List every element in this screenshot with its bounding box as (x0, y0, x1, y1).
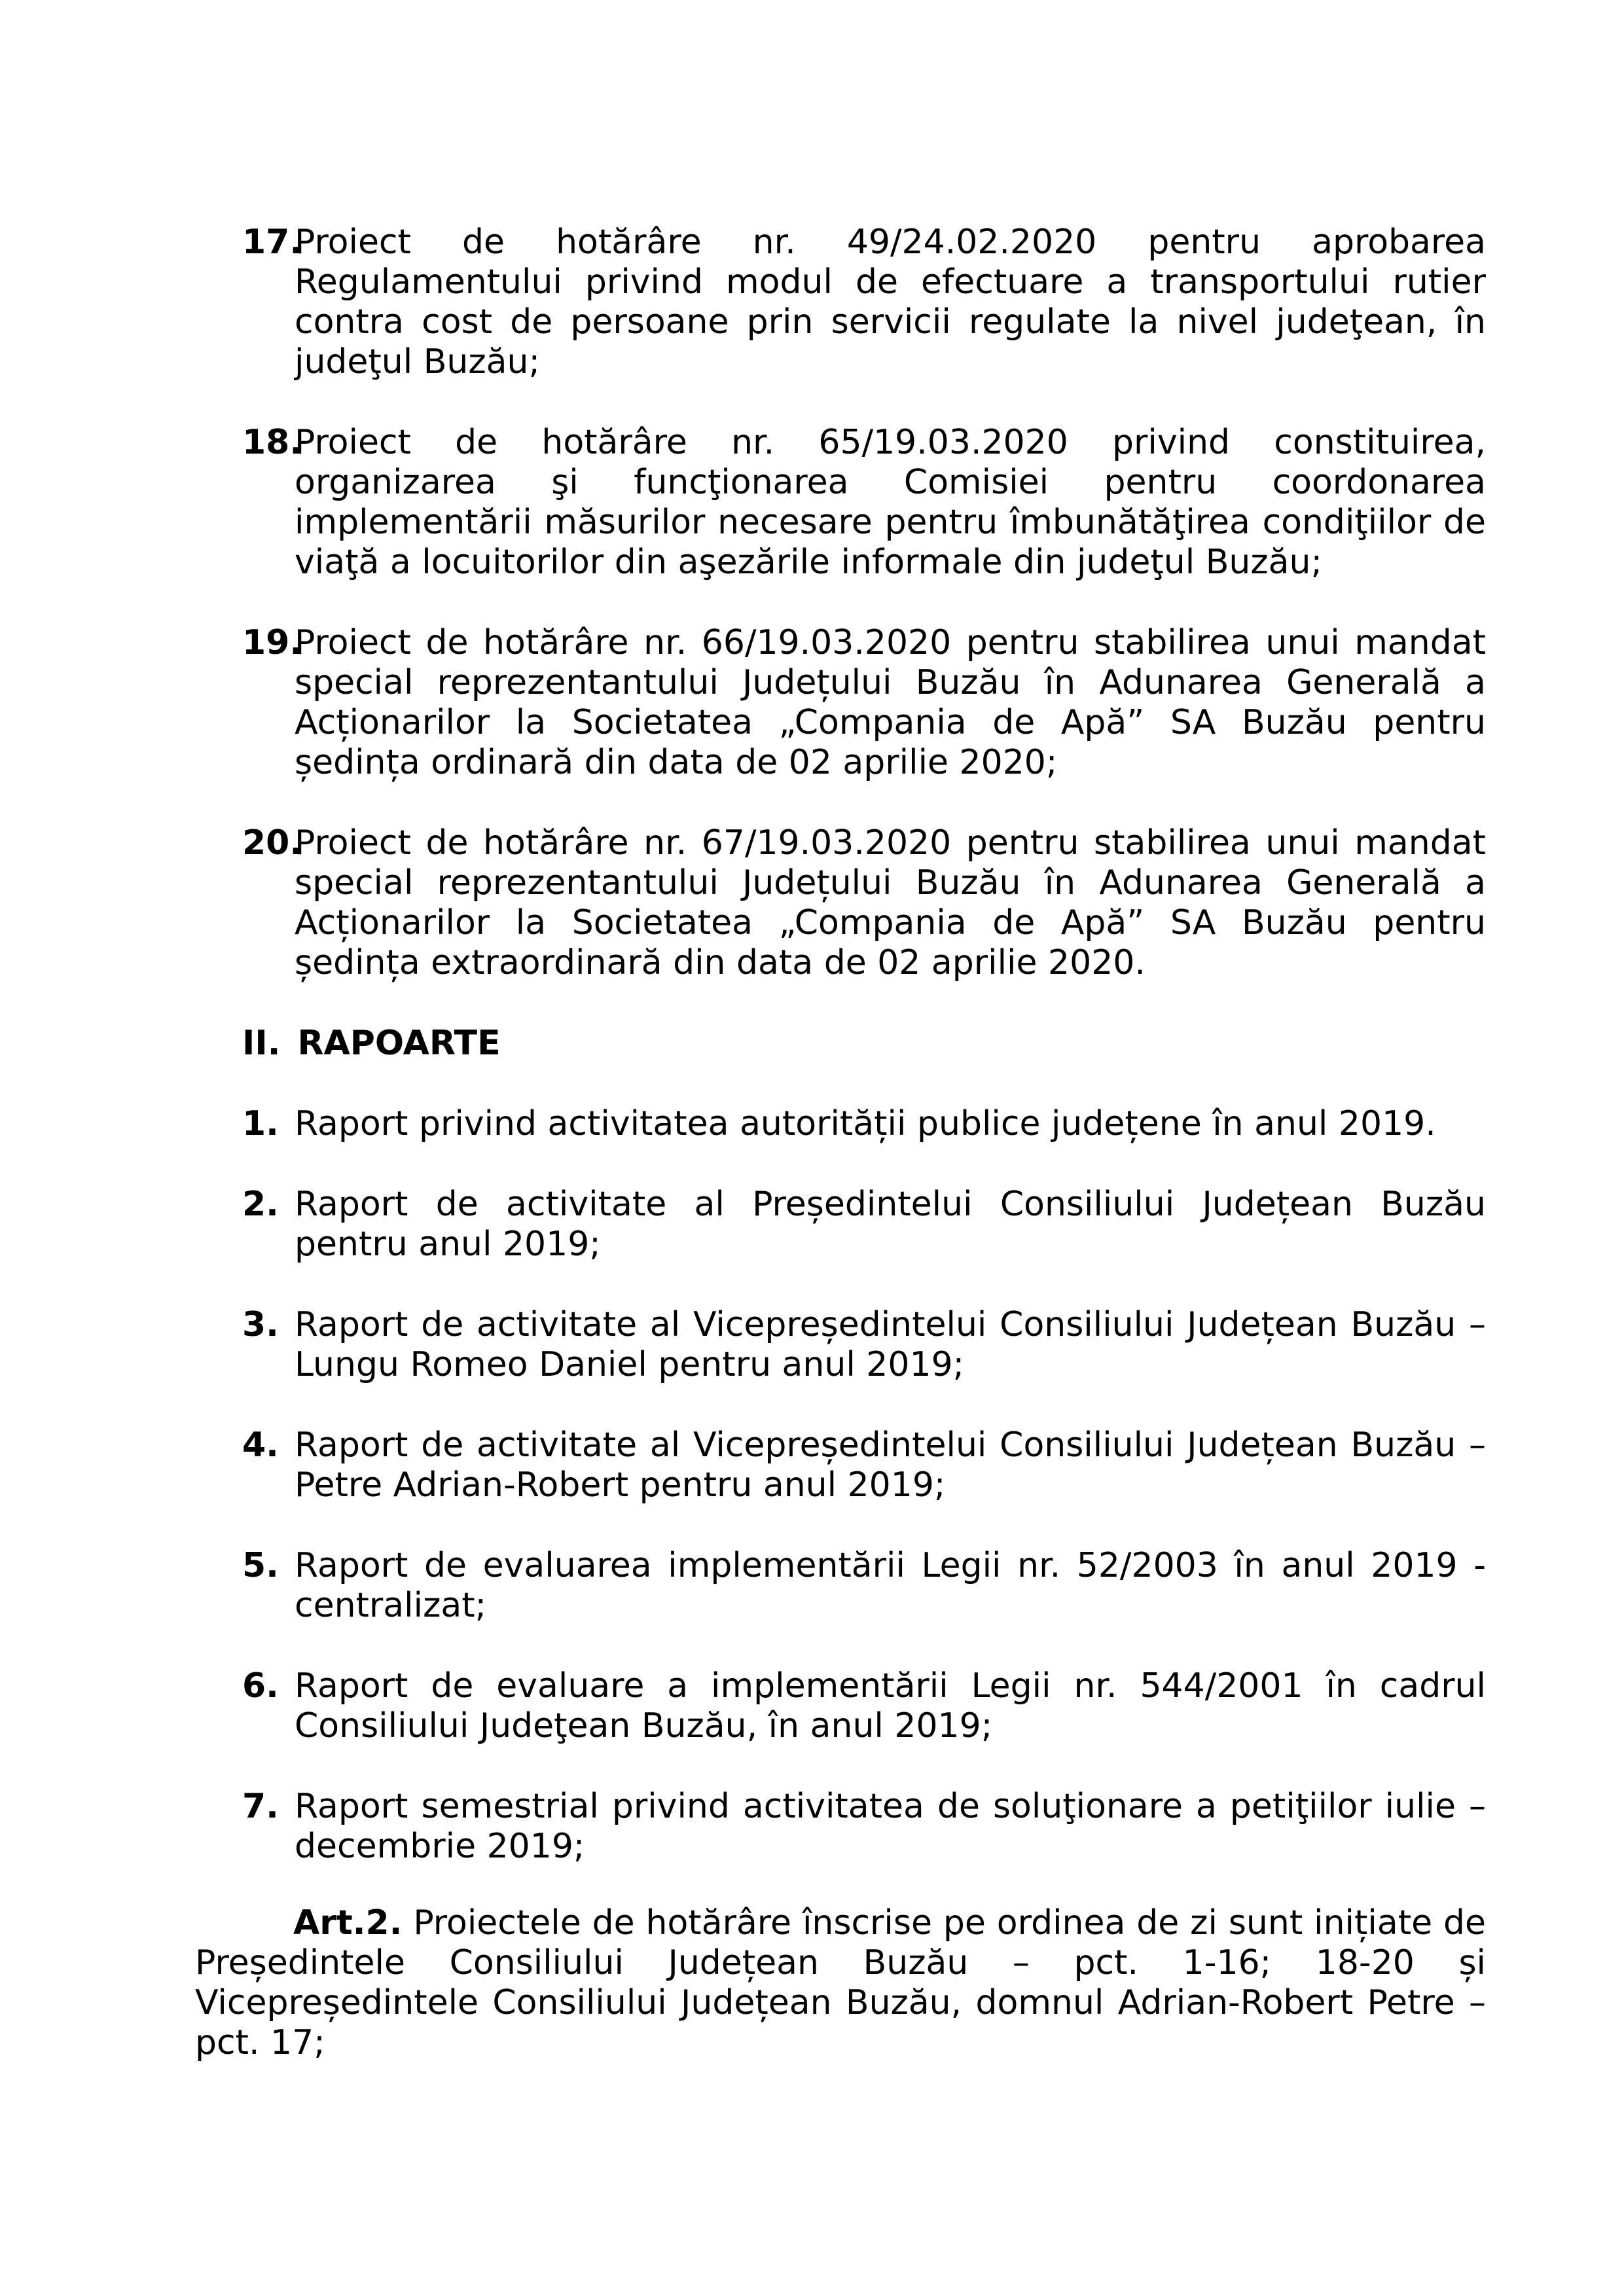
list-item (242, 1666, 1486, 1746)
section-number: II. (242, 1024, 281, 1063)
section-title: RAPOARTE (297, 1024, 501, 1063)
article-label: Art.2. (293, 1903, 403, 1943)
item-text: Raport semestrial privind activitatea de soluţionare a petiţiilor iulie – decembrie 2019; (295, 1787, 1486, 1866)
item-number: 3. (242, 1305, 279, 1344)
item-number: 4. (242, 1426, 279, 1465)
item-text: Proiect de hotărâre nr. 66/19.03.2020 pentru stabilirea unui mandat special reprezentantului Județului Buzău în Adunarea Generală a Acționarilor la Societatea „Compania de Apă” SA Buzău pentru ședința ordinară din data de 02 aprilie 2020; (295, 623, 1486, 782)
item-number: 18. (242, 423, 303, 462)
item-text: Raport de activitate al Președintelui Consiliului Județean Buzău pentru anul 2019; (295, 1185, 1486, 1264)
item-text: Proiect de hotărâre nr. 65/19.03.2020 privind constituirea, organizarea şi funcţionarea Comisiei pentru coordonarea implementării măsurilor necesare pentru îmbunătăţirea condiţiilor de viaţă a locuitorilor din aşezările informale din judeţul Buzău; (295, 423, 1486, 582)
list-item (242, 1185, 1486, 1265)
list-item (242, 823, 1486, 983)
item-text: Raport de evaluarea implementării Legii nr. 52/2003 în anul 2019 - centralizat; (295, 1546, 1486, 1625)
item-number: 7. (242, 1787, 279, 1826)
list-item (242, 1426, 1486, 1505)
item-text: Proiect de hotărâre nr. 67/19.03.2020 pentru stabilirea unui mandat special reprezentantului Județului Buzău în Adunarea Generală a Acționarilor la Societatea „Compania de Apă” SA Buzău pentru ședința extraordinară din data de 02 aprilie 2020. (295, 823, 1486, 982)
list-item (242, 1787, 1486, 1867)
list-item (242, 223, 1486, 382)
article-text: Proiectele de hotărâre înscrise pe ordinea de zi sunt inițiate de Președintele Consiliului Județean Buzău – pct. 1-16; 18-20 și Vicepreședintele Consiliului Județean Buzău, domnul Adrian-Robert Petre – pct. 17; (195, 1903, 1487, 2062)
article-paragraph (195, 1903, 1486, 2063)
item-text: Raport de activitate al Vicepreședintelui Consiliului Județean Buzău – Lungu Romeo Daniel pentru anul 2019; (295, 1305, 1486, 1384)
item-number: 2. (242, 1185, 279, 1224)
item-text: Proiect de hotărâre nr. 49/24.02.2020 pentru aprobarea Regulamentului privind modul de efectuare a transportului rutier contra cost de persoane prin servicii regulate la nivel judeţean, în judeţul Buzău; (295, 223, 1486, 382)
section-heading (242, 1024, 1486, 1064)
list-item (242, 423, 1486, 583)
item-number: 17. (242, 223, 303, 262)
page-content (242, 223, 1486, 1907)
item-number: 5. (242, 1546, 279, 1585)
list-item (242, 1104, 1486, 1144)
list-item (242, 623, 1486, 783)
item-number: 6. (242, 1666, 279, 1706)
item-number: 1. (242, 1104, 279, 1143)
item-text: Raport de activitate al Vicepreședintelui Consiliului Județean Buzău – Petre Adrian-Robert pentru anul 2019; (295, 1426, 1486, 1505)
list-item (242, 1546, 1486, 1626)
list-item (242, 1305, 1486, 1385)
item-number: 20. (242, 823, 303, 863)
item-text: Raport de evaluare a implementării Legii nr. 544/2001 în cadrul Consiliului Judeţean Buzău, în anul 2019; (295, 1666, 1486, 1746)
item-number: 19. (242, 623, 303, 662)
item-text: Raport privind activitatea autorității publice județene în anul 2019. (295, 1104, 1436, 1143)
